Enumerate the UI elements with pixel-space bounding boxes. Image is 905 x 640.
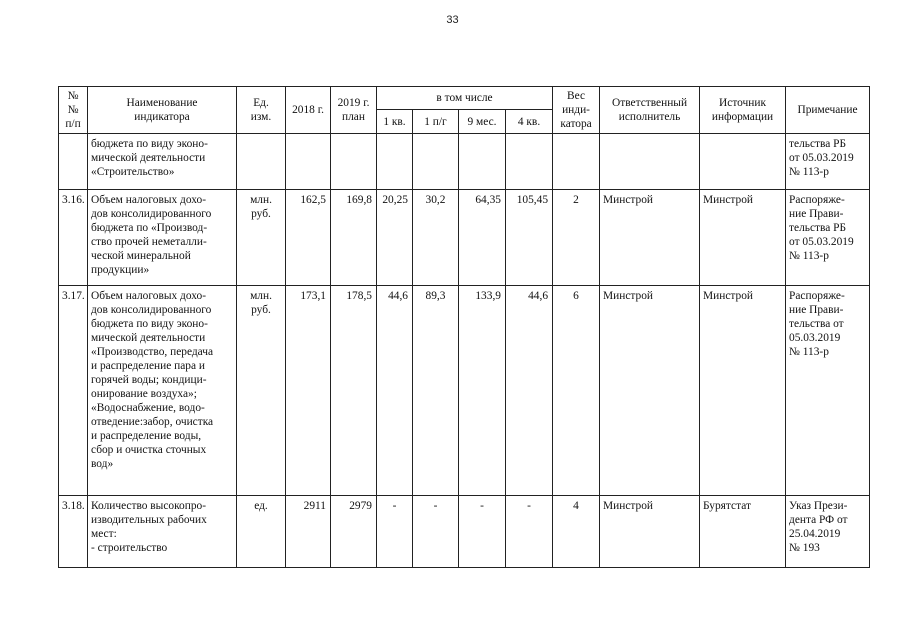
row-2018 — [286, 134, 331, 190]
header-weight: Вес инди- катора — [553, 87, 600, 134]
header-unit: Ед. изм. — [237, 87, 286, 134]
row-source: Минстрой — [700, 286, 786, 496]
row-unit: млн. руб. — [237, 190, 286, 286]
row-num — [59, 134, 88, 190]
row-2019: 178,5 — [331, 286, 377, 496]
row-source: Минстрой — [700, 190, 786, 286]
header-2018: 2018 г. — [286, 87, 331, 134]
row-q4 — [506, 134, 553, 190]
row-num: 3.16. — [59, 190, 88, 286]
row-note: Распоряже- ние Прави- тельства от 05.03.2019 № 113-р — [786, 286, 870, 496]
table-row — [59, 134, 870, 190]
row-q4: - — [506, 496, 553, 568]
row-responsible: Минстрой — [600, 190, 700, 286]
row-2018: 173,1 — [286, 286, 331, 496]
row-weight: 4 — [553, 496, 600, 568]
table-row — [59, 190, 870, 286]
header-name: Наименование индикатора — [88, 87, 237, 134]
row-unit: млн. руб. — [237, 286, 286, 496]
header-including: в том числе — [377, 87, 553, 110]
header-note: Примечание — [786, 87, 870, 134]
row-2018: 162,5 — [286, 190, 331, 286]
row-weight — [553, 134, 600, 190]
header-2019: 2019 г. план — [331, 87, 377, 134]
row-weight: 6 — [553, 286, 600, 496]
row-weight: 2 — [553, 190, 600, 286]
row-name: Объем налоговых дохо- дов консолидированного бюджета по «Производ- ство прочей неметалли- ческой минеральной продукции» — [88, 190, 237, 286]
row-name: Количество высокопро- изводительных рабочих мест: - строительство — [88, 496, 237, 568]
table-row — [59, 286, 870, 496]
row-q1: 44,6 — [377, 286, 413, 496]
header-responsible: Ответственный исполнитель — [600, 87, 700, 134]
row-num: 3.18. — [59, 496, 88, 568]
page-number: 33 — [446, 14, 459, 26]
row-q1: - — [377, 496, 413, 568]
row-responsible — [600, 134, 700, 190]
row-9m: - — [459, 496, 506, 568]
indicators-table — [58, 86, 870, 568]
header-source: Источник информации — [700, 87, 786, 134]
header-num: № № п/п — [59, 87, 88, 134]
row-num: 3.17. — [59, 286, 88, 496]
row-unit: ед. — [237, 496, 286, 568]
row-9m: 133,9 — [459, 286, 506, 496]
row-note: тельства РБ от 05.03.2019 № 113-р — [786, 134, 870, 190]
row-9m — [459, 134, 506, 190]
row-responsible: Минстрой — [600, 496, 700, 568]
header-h1: 1 п/г — [413, 110, 459, 134]
row-unit — [237, 134, 286, 190]
row-2019: 169,8 — [331, 190, 377, 286]
row-h1: 89,3 — [413, 286, 459, 496]
row-9m: 64,35 — [459, 190, 506, 286]
header-q1: 1 кв. — [377, 110, 413, 134]
row-source — [700, 134, 786, 190]
row-2018: 2911 — [286, 496, 331, 568]
row-source: Бурятстат — [700, 496, 786, 568]
row-h1: 30,2 — [413, 190, 459, 286]
row-note: Распоряже- ние Прави- тельства РБ от 05.03.2019 № 113-р — [786, 190, 870, 286]
row-2019 — [331, 134, 377, 190]
row-note: Указ Прези- дента РФ от 25.04.2019 № 193 — [786, 496, 870, 568]
header-row — [59, 87, 870, 110]
header-q4: 4 кв. — [506, 110, 553, 134]
row-name: бюджета по виду эконо- мической деятельности «Строительство» — [88, 134, 237, 190]
header-9m: 9 мес. — [459, 110, 506, 134]
row-q4: 44,6 — [506, 286, 553, 496]
row-2019: 2979 — [331, 496, 377, 568]
row-h1: - — [413, 496, 459, 568]
row-responsible: Минстрой — [600, 286, 700, 496]
row-h1 — [413, 134, 459, 190]
row-q4: 105,45 — [506, 190, 553, 286]
row-q1: 20,25 — [377, 190, 413, 286]
table-row — [59, 496, 870, 568]
row-q1 — [377, 134, 413, 190]
row-name: Объем налоговых дохо- дов консолидированного бюджета по виду эконо- мической деятельности «Производство, передача и распределение пара и горячей воды; кондици- онирование воздуха»; «Водоснабжение, водо- отведение:забор, очистка и распределение воды, сбор и очистка сточных вод» — [88, 286, 237, 496]
